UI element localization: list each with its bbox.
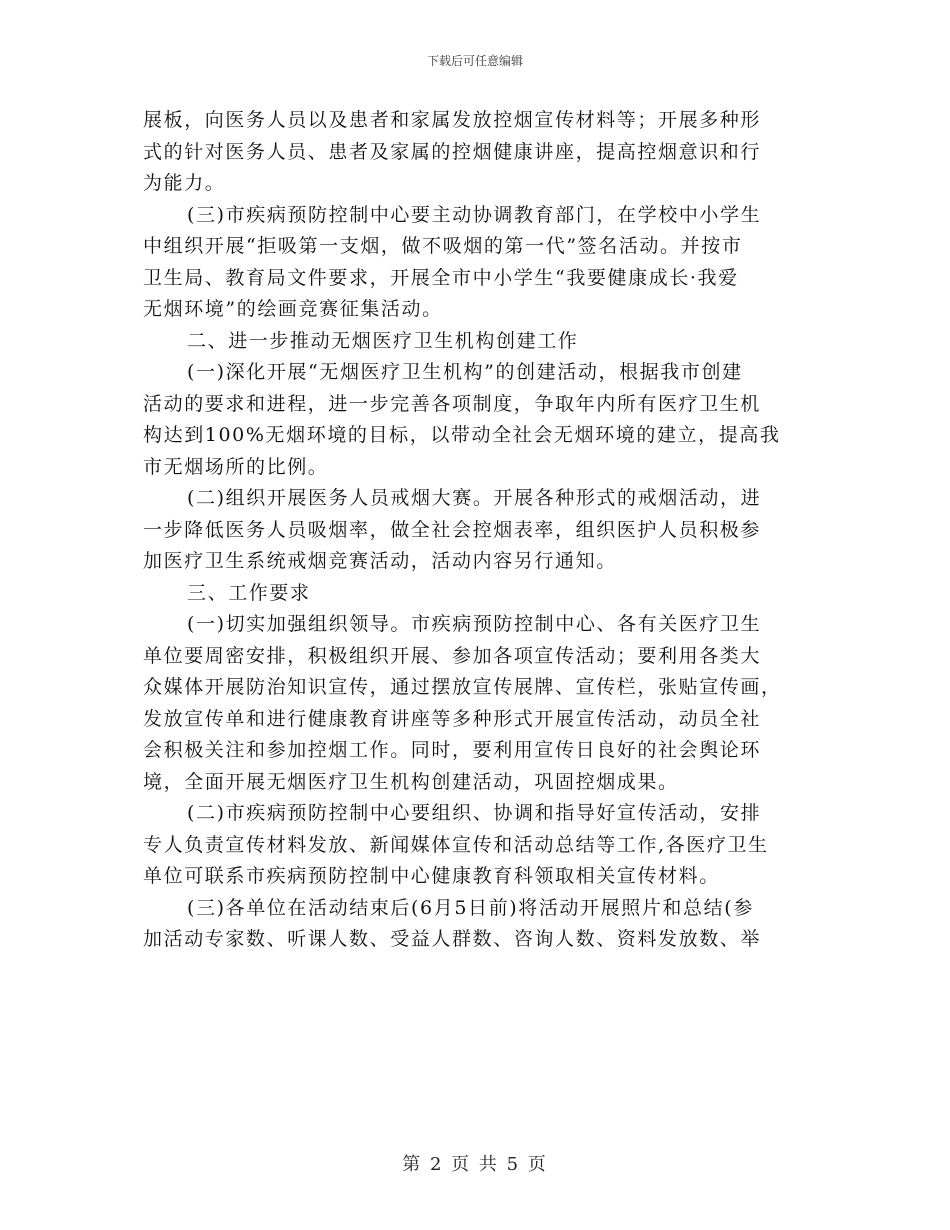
paragraph-7 [143, 893, 805, 956]
text-line: (一)深化开展“无烟医疗卫生机构”的创建活动，根据我市创建 [187, 361, 743, 383]
paragraph-4 [143, 483, 805, 578]
text-line: (二)市疾病预防控制中心要组织、协调和指导好宣传活动，安排 [187, 802, 762, 824]
text-line: 中组织开展“拒吸第一支烟，做不吸烟的第一代”签名活动。并按市 [143, 235, 743, 257]
document-body [143, 105, 805, 956]
text-line: 市无烟场所的比例。 [143, 455, 329, 478]
paragraph-6 [143, 798, 805, 893]
paragraph-3 [143, 357, 805, 483]
page-number: 第 2 页 共 5 页 [402, 1154, 548, 1175]
text-line: 卫生局、教育局文件要求，开展全市中小学生“我要健康成长·我爱 [143, 266, 739, 289]
text-line: 加医疗卫生系统戒烟竞赛活动，活动内容另行通知。 [143, 550, 617, 572]
section-heading-3 [143, 578, 805, 610]
text-line: 发放宣传单和进行健康教育讲座等多种形式开展宣传活动，动员全社 [143, 707, 762, 730]
section-heading: 三、工作要求 [187, 581, 311, 604]
text-line: 构达到100%无烟环境的目标，以带动全社会无烟环境的建立，提高我 [143, 424, 781, 446]
text-line: 单位可联系市疾病预防控制中心健康教育科领取相关宣传材料。 [143, 865, 720, 887]
text-line: 式的针对医务人员、患者及家属的控烟健康讲座，提高控烟意识和行 [143, 140, 762, 163]
text-line: 单位要周密安排，积极组织开展、参加各项宣传活动；要利用各类大 [143, 644, 762, 667]
text-line: 加活动专家数、听课人数、受益人群数、咨询人数、资料发放数、举 [143, 928, 762, 950]
text-line: (二)组织开展医务人员戒烟大赛。开展各种形式的戒烟活动，进 [187, 487, 762, 509]
text-line: 会积极关注和参加控烟工作。同时，要利用宣传日良好的社会舆论环 [143, 739, 762, 761]
text-line: 为能力。 [143, 172, 226, 194]
text-line: 活动的要求和进程，进一步完善各项制度，争取年内所有医疗卫生机 [143, 392, 762, 415]
text-line: 展板，向医务人员以及患者和家属发放控烟宣传材料等；开展多种形 [143, 109, 762, 131]
text-line: 无烟环境”的绘画竞赛征集活动。 [143, 298, 443, 320]
text-line: 境，全面开展无烟医疗卫生机构创建活动，巩固控烟成果。 [143, 770, 679, 793]
paragraph-1 [143, 105, 805, 200]
page-header: 下载后可任意编辑 [426, 54, 523, 68]
text-line: 众媒体开展防治知识宣传，通过摆放宣传展牌、宣传栏，张贴宣传画， [143, 676, 782, 698]
text-line: 专人负责宣传材料发放、新闻媒体宣传和活动总结等工作,各医疗卫生 [143, 833, 769, 856]
section-heading-2 [143, 326, 805, 358]
section-heading: 二、进一步推动无烟医疗卫生机构创建工作 [187, 329, 579, 352]
text-line: (一)切实加强组织领导。市疾病预防控制中心、各有关医疗卫生 [187, 613, 762, 635]
text-line: (三)市疾病预防控制中心要主动协调教育部门，在学校中小学生 [187, 203, 762, 226]
paragraph-5 [143, 609, 805, 798]
text-line: 一步降低医务人员吸烟率，做全社会控烟表率，组织医护人员积极参 [143, 518, 762, 541]
text-line: (三)各单位在活动结束后(6月5日前)将活动开展照片和总结(参 [187, 896, 754, 919]
paragraph-2 [143, 200, 805, 326]
